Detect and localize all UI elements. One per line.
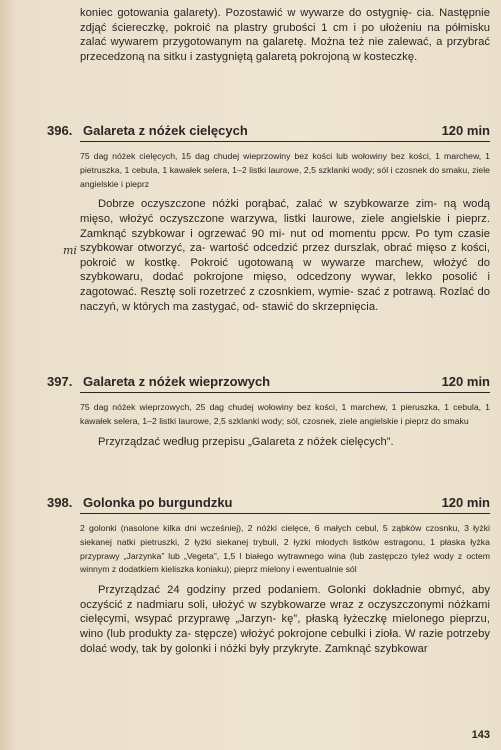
intro-paragraph: koniec gotowania galarety). Pozostawić w wywarze do ostygnię- cia. Następnie zdjąć ściereczkę, pokroić na plastry grubości 1 cm i po ułożeniu na półmisku zalać wywarem przygotowanym na galaretę. Można też nie zalewać, a przybrać przecedzoną na sitku i zastygniętą galaretą pokrojoną w kosteczkę. [80, 7, 490, 63]
recipe-title-wrap [47, 495, 233, 510]
recipe-number: 396. [47, 123, 73, 138]
recipe-398 [47, 495, 490, 656]
page-content [47, 6, 490, 655]
recipe-number: 398. [47, 495, 73, 510]
handwritten-mark: mi [63, 244, 77, 257]
recipe-method: Przyrządzać 24 godziny przed podaniem. Golonki dokładnie obmyć, aby oczyścić z nadmiaru soli, ułożyć w szybkowarze wraz z oczyszczonymi nóżkami cielęcymi, wsypać przyprawę „Jarzyn- kę”, płaską łyżeczkę mielonego pieprzu, wino (lub produkty za- stępcze) włożyć pokrojone cebulki i zioła. W razie potrzeby dolać wody, tak by golonki i nóżki były przykryte. Zamknąć szybkowar [80, 584, 490, 655]
recipe-396 [47, 123, 490, 314]
recipe-method: Dobrze oczyszczone nóżki porąbać, zalać w szybkowarze zim- ną wodą mięso, włożyć oczyszczone warzywa, listki laurowe, ziele angielskie i pieprz. Zamknąć szybkowar i ogrzewać 90 mi- nut od momentu ppcw. Po tym czasie szybkowar otworzyć, za- wartość odcedzić przez durszlak, obrać mięso z kości, pokroić w kostkę. Pokroić ugotowaną w wywarze marchew, włożyć do szybkowaru, dodać pokrojone mięso, odcedzony wywar, lekko posolić i zagotować. Resztę soli rozetrzeć z czosnkiem, wymie- szać z potrawą. Rozlać do naczyń, w których ma zastygać, od- stawić do skrzepnięcia. [80, 198, 490, 313]
recipe-heading [47, 123, 490, 142]
recipe-number: 397. [47, 374, 73, 389]
recipe-time: 120 min [441, 123, 490, 138]
recipe-ingredients: 75 dag nóżek cielęcych, 15 dag chudej wieprzowiny bez kości lub wołowiny bez kości, 1 marchew, 1 pietruszka, 1 cebula, 1 kawałek selera, 1–2 listki laurowe, 2,5 szklanki wody; sól i czosnek do smaku, ziele angielskie i pieprz [80, 151, 490, 189]
recipe-heading [47, 374, 490, 393]
recipe-ingredients: 75 dag nóżek wieprzowych, 25 dag chudej wołowiny bez kości, 1 marchew, 1 pieruszka, 1 cebula, 1 kawałek selera, 1–2 listki laurowe, 2,5 szklanki wody; sól, czosnek, ziele angielskie i pieprz do smaku [80, 402, 490, 426]
recipe-method: Przyrządzać według przepisu „Galareta z nóżek cielęcych”. [98, 435, 394, 448]
recipe-heading [47, 495, 490, 514]
recipe-title-wrap [47, 374, 271, 389]
recipe-ingredients: 2 golonki (nasolone kilka dni wcześniej), 2 nóżki cielęce, 6 małych cebul, 5 ząbków czosnku, 3 łyżki siekanej natki pietruszki, 2 łyżki siekanej trybuli, 2 łyżki młodych listków estragonu, 1 płaska łyżka przyprawy „Jarzynka” lub „Vegeta”, 1,5 l białego wytrawnego wina (lub zastępczo tyleż wody z octem winnym z dodatkiem kieliszka koniaku); pieprz mielony i ewentualnie sól [80, 523, 490, 575]
recipe-title: Galareta z nóżek wieprzowych [83, 374, 271, 389]
page-number: 143 [471, 729, 490, 741]
recipe-time: 120 min [441, 374, 490, 389]
recipe-title: Galareta z nóżek cielęcych [83, 123, 248, 138]
recipe-title-wrap [47, 123, 248, 138]
recipe-time: 120 min [441, 495, 490, 510]
recipe-397 [47, 374, 490, 449]
recipe-title: Golonka po burgundzku [83, 495, 233, 510]
